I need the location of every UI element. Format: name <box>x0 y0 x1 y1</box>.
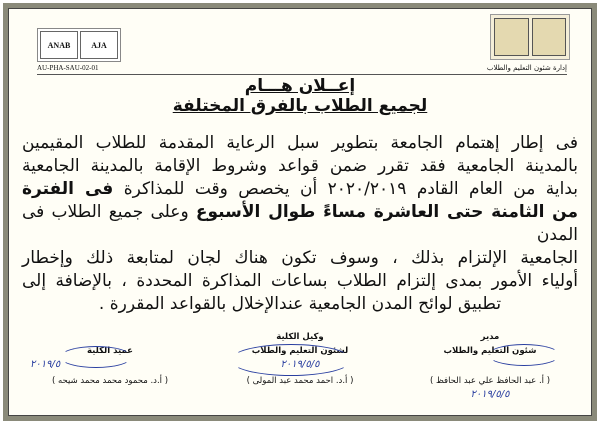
body-text-bold: فى الفترة <box>22 179 114 199</box>
body-line: بالمدينة الجامعية فقد تقرر ضمن قواعد وشروط الإقامة بالمدينة الجامعية <box>22 156 578 176</box>
signature-name: ( أ. عبد الحافظ علي عبد الحافظ ) <box>429 376 551 386</box>
signature-name: ( أ.د. محمود محمد محمد شيحه ) <box>51 376 169 386</box>
announcement-heading <box>0 76 600 116</box>
subtitle: لجميع الطلاب بالفرق المختلفة <box>172 96 428 116</box>
body-line <box>22 201 578 247</box>
signature-title: عميد الكلية <box>87 346 133 356</box>
body-line: أولياء الأمور بمدى إلتزام الطلاب بساعات المذاكرة المحددة ، بالإضافة إلى <box>22 271 578 291</box>
body-line: تطبيق لوائح المدن الجامعية عندالإخلال بالقواعد المقررة . <box>98 294 502 314</box>
signature-date: ٢٠١٩/٥/٥ <box>280 359 320 370</box>
signature-date: ٢٠١٩/٥ <box>30 359 61 370</box>
signature-name: ( أ.د. احمد محمد عبد المولى ) <box>246 376 354 386</box>
document-code: AU-PHA-SAU-02-01 <box>37 64 99 72</box>
signature-date: ٢٠١٩/٥/٥ <box>470 389 510 400</box>
anab-logo: ANAB <box>40 31 78 59</box>
signature-block <box>30 330 570 402</box>
signature-vice-dean <box>220 330 380 402</box>
announcement-body <box>22 132 578 316</box>
title: إعــلان هـــام <box>244 76 356 96</box>
department-name: إدارة شئون التعليم والطلاب <box>486 64 567 72</box>
signature-title: شئون التعليم والطلاب <box>443 346 537 356</box>
signature-title: وكيل الكلية <box>276 332 324 342</box>
body-line: فى إطار إهتمام الجامعة بتطوير سبل الرعاية المقدمة للطلاب المقيمين <box>22 133 578 153</box>
body-text-bold: من الثامنة حتى العاشرة مساءً طوال الأسبوع <box>195 202 578 222</box>
signature-title: لشئون التعليم والطلاب <box>251 346 349 356</box>
body-text: بداية من العام القادم ٢٠٢٠/٢٠١٩ أن يخصص وقت للمذاكرة <box>123 179 578 199</box>
signature-title: مدير <box>480 332 500 342</box>
accreditation-logos <box>37 28 121 62</box>
document-header <box>0 0 600 76</box>
body-line: الجامعية الإلتزام بذلك ، وسوف تكون هناك لجان لمتابعة ذلك وإخطار <box>22 248 578 268</box>
university-logo <box>490 14 570 60</box>
signature-title <box>30 330 190 344</box>
body-text: وعلى جميع الطلاب فى المدن <box>22 202 578 245</box>
body-line <box>22 178 578 201</box>
aja-logo: AJA <box>80 31 118 59</box>
header-divider <box>37 74 567 75</box>
signature-director <box>410 330 570 402</box>
signature-dean <box>30 330 190 402</box>
